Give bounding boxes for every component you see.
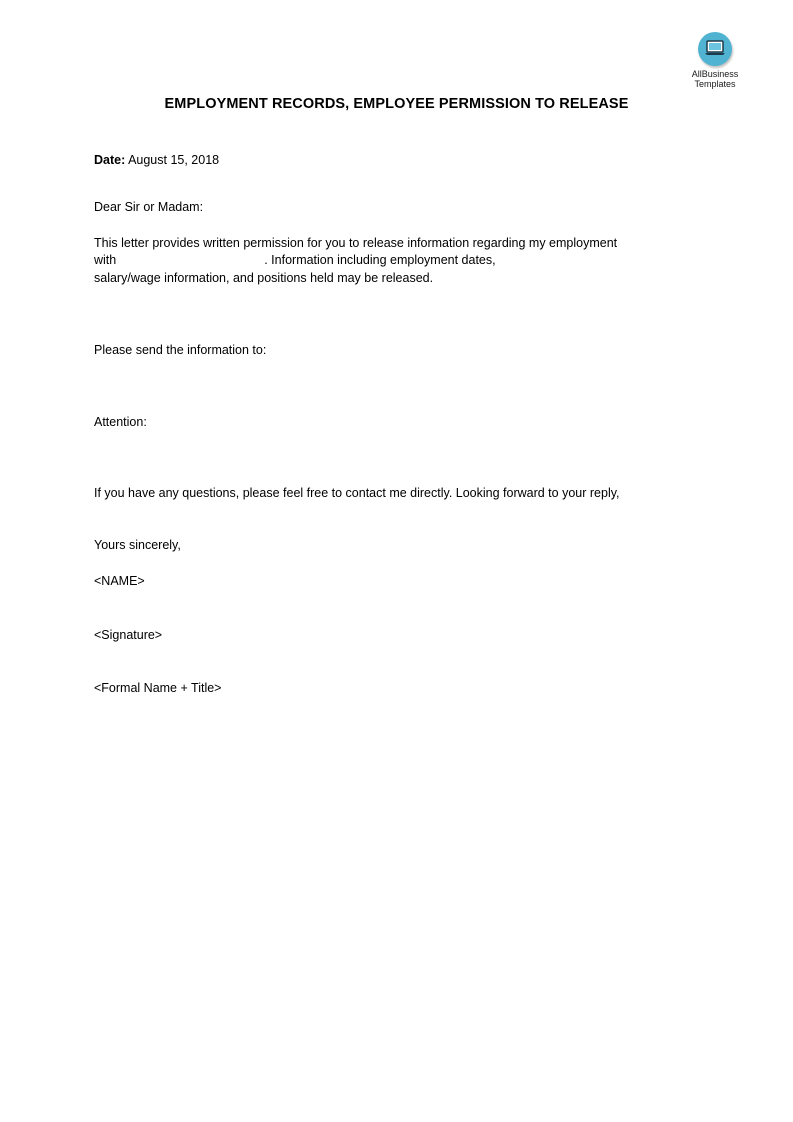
body-line-2-end: . Information including employment dates, <box>264 253 496 267</box>
date-colon: : <box>121 153 126 167</box>
date-value: August 15, 2018 <box>128 153 220 167</box>
body-line-3: salary/wage information, and positions held may be released. <box>94 271 434 285</box>
formal-name-placeholder: <Formal Name + Title> <box>94 681 222 695</box>
body-line-1: This letter provides written permission for you to release information regarding my employment <box>94 236 618 250</box>
send-to-line: Please send the information to: <box>94 343 267 357</box>
logo-brand-line2: Templates <box>694 79 736 89</box>
body-line-2 <box>94 252 496 270</box>
closing-line: Yours sincerely, <box>94 538 181 552</box>
date-label: Date <box>94 153 122 167</box>
questions-line: If you have any questions, please feel free to contact me directly. Looking forward to your reply, <box>94 486 620 500</box>
document-title: EMPLOYMENT RECORDS, EMPLOYEE PERMISSION TO RELEASE <box>164 96 629 112</box>
date-line <box>94 152 219 170</box>
signature-placeholder: <Signature> <box>94 628 163 642</box>
attention-line: Attention: <box>94 415 147 429</box>
logo-brand-line1: AllBusiness <box>691 69 739 79</box>
laptop-icon <box>704 39 726 57</box>
name-placeholder: <NAME> <box>94 574 145 588</box>
logo-brand-text <box>680 69 750 89</box>
logo-circle <box>698 32 732 66</box>
body-line-2-start: with <box>94 253 117 267</box>
salutation: Dear Sir or Madam: <box>94 200 204 214</box>
brand-logo <box>680 32 750 89</box>
